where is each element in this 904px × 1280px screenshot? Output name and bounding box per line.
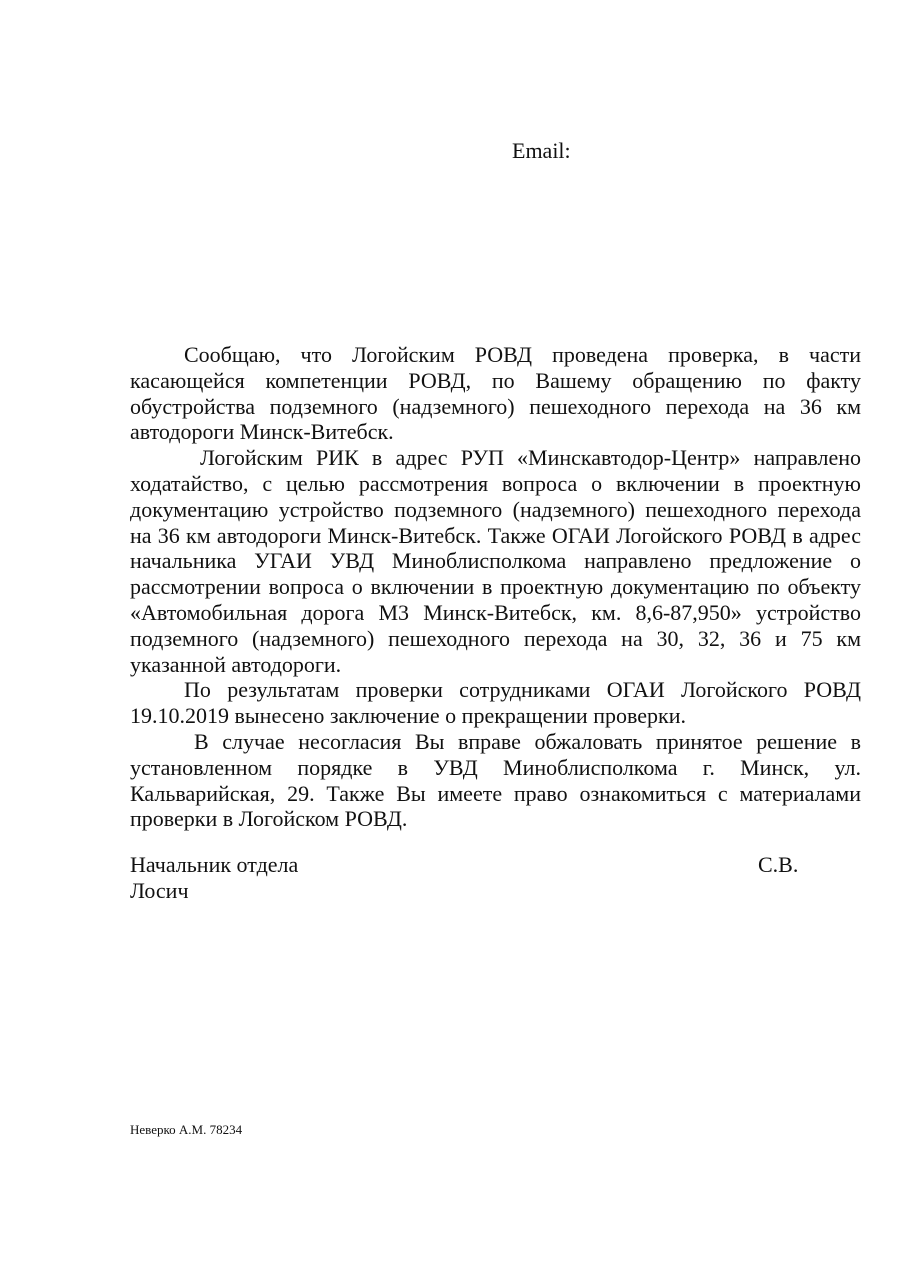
- email-label: Email:: [512, 138, 571, 163]
- paragraph-conclusion: По результатам проверки сотрудниками ОГАИ Логойского РОВД 19.10.2019 вынесено заключение о прекращении проверки.: [130, 677, 861, 729]
- signature-block: [130, 852, 810, 904]
- signature-surname: Лосич: [130, 878, 189, 903]
- paragraph-inspection-notice: Сообщаю, что Логойским РОВД проведена проверка, в части касающейся компетенции РОВД, по Вашему обращению по факту обустройства подземного (надземного) пешеходного перехода на 36 км автодороги Минск-Витебск.: [130, 342, 861, 445]
- signature-initials: С.В.: [758, 852, 799, 877]
- letter-body: [130, 342, 861, 832]
- signature-role: Начальник отдела: [130, 852, 299, 877]
- paragraph-petition: Логойским РИК в адрес РУП «Минскавтодор-Центр» направлено ходатайство, с целью рассмотрения вопроса о включении в проектную документацию устройство подземного (надземного) пешеходного перехода на 36 км автодороги Минск-Витебск. Также ОГАИ Логойского РОВД в адрес начальника УГАИ УВД Миноблисполкома направлено предложение о рассмотрении вопроса о включении в проектную документацию по объекту «Автомобильная дорога М3 Минск-Витебск, км. 8,6-87,950» устройство подземного (надземного) пешеходного перехода на 30, 32, 36 и 75 км указанной автодороги.: [130, 445, 861, 677]
- paragraph-appeal-rights: В случае несогласия Вы вправе обжаловать принятое решение в установленном порядке в УВД Миноблисполкома г. Минск, ул. Кальварийская, 29. Также Вы имеете право ознакомиться с материалами проверки в Логойском РОВД.: [130, 728, 861, 832]
- executor-note: Неверко А.М. 78234: [130, 1122, 243, 1137]
